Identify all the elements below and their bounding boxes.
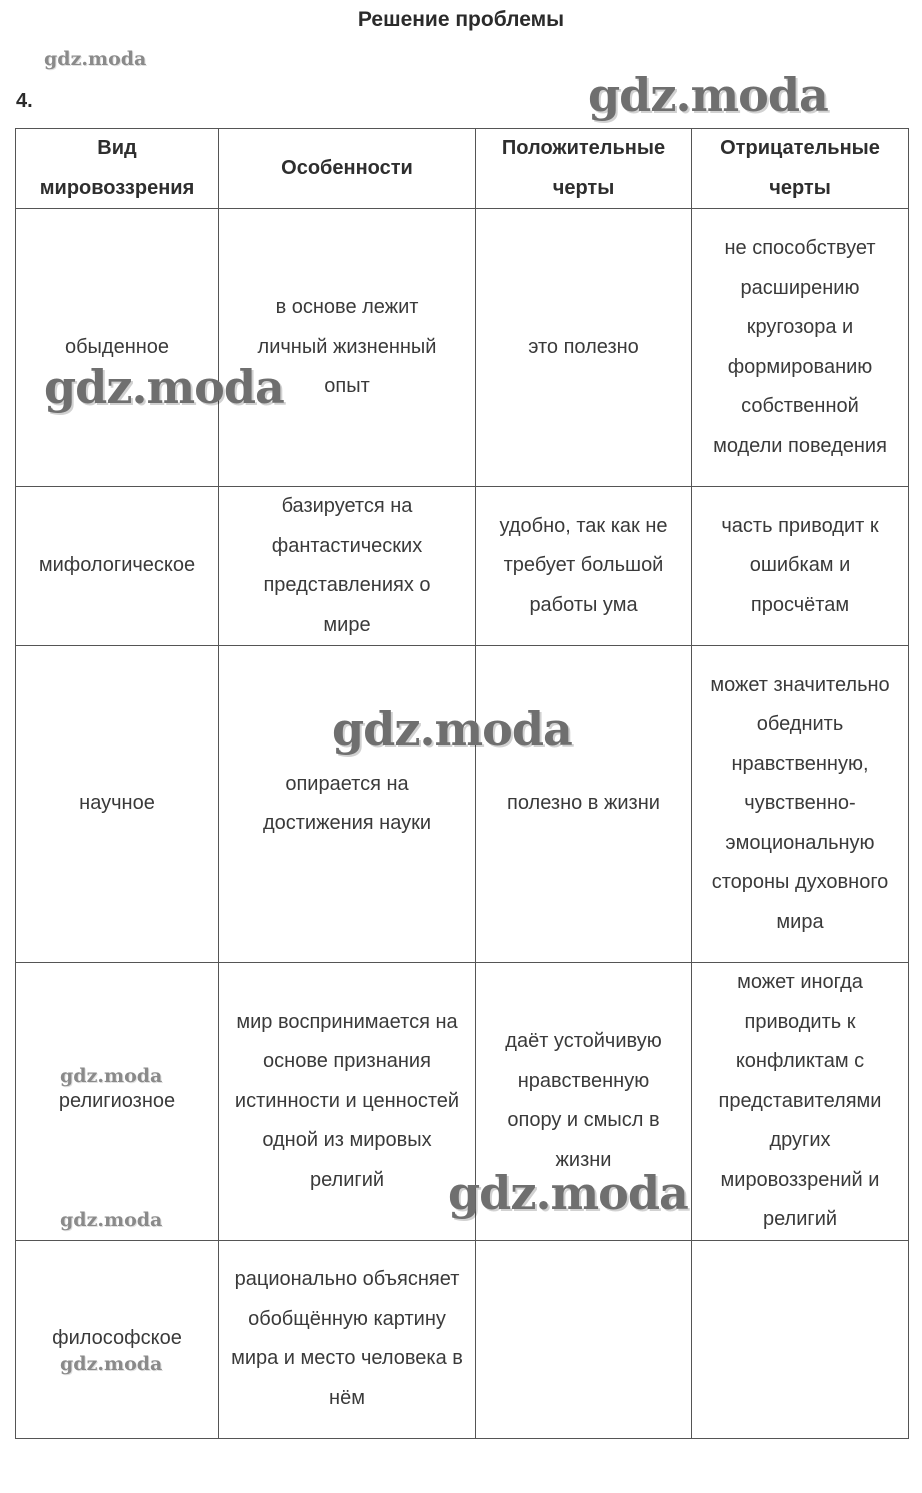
cell-features: рационально объясняет обобщённую картину мира и место человека в нём [219, 1240, 476, 1438]
cell-negative: не способствует расширению кругозора и формированию собственной модели поведения [692, 209, 909, 487]
column-header: Отрицательные черты [692, 129, 909, 209]
cell-positive: полезно в жизни [476, 646, 692, 963]
watermark-logo: gdz.moda [60, 1353, 163, 1375]
worldview-table [15, 128, 909, 1439]
table-row [16, 1240, 909, 1438]
cell-positive: удобно, так как не требует большой работы ума [476, 487, 692, 646]
cell-features: базируется на фантастических представлениях о мире [219, 487, 476, 646]
watermark-logo: gdz.moda [60, 1209, 163, 1231]
cell-positive: это полезно [476, 209, 692, 487]
column-header: Вид мировоззрения [16, 129, 219, 209]
cell-negative [692, 1240, 909, 1438]
watermark-logo: gdz.moda [44, 48, 147, 70]
cell-positive [476, 1240, 692, 1438]
watermark-logo: gdz.moda [588, 68, 828, 122]
cell-type: обыденное [16, 209, 219, 487]
cell-features: в основе лежит личный жизненный опыт [219, 209, 476, 487]
cell-features: мир воспринимается на основе признания истинности и ценностей одной из мировых религий [219, 963, 476, 1241]
cell-negative: может значительно обеднить нравственную, чувственно-эмоциональную стороны духовного мира [692, 646, 909, 963]
cell-negative: часть приводит к ошибкам и просчётам [692, 487, 909, 646]
watermark-logo: gdz.moda [44, 360, 284, 414]
table-row [16, 209, 909, 487]
cell-positive: даёт устойчивую нравственную опору и смысл в жизни [476, 963, 692, 1241]
column-header: Особенности [219, 129, 476, 209]
table-header-row [16, 129, 909, 209]
cell-type: мифологическое [16, 487, 219, 646]
column-header: Положительные черты [476, 129, 692, 209]
cell-type: философское [16, 1240, 219, 1438]
cell-features: опирается на достижения науки [219, 646, 476, 963]
watermark-logo: gdz.moda [332, 702, 572, 756]
cell-negative: может иногда приводить к конфликтам с представителями других мировоззрений и религий [692, 963, 909, 1241]
page-title: Решение проблемы [357, 8, 565, 31]
cell-type: научное [16, 646, 219, 963]
watermark-logo: gdz.moda [448, 1166, 688, 1220]
task-number: 4. [16, 90, 33, 112]
table-row [16, 487, 909, 646]
watermark-logo: gdz.moda [60, 1065, 163, 1087]
table-row [16, 646, 909, 963]
cell-type: религиозное [16, 963, 219, 1241]
